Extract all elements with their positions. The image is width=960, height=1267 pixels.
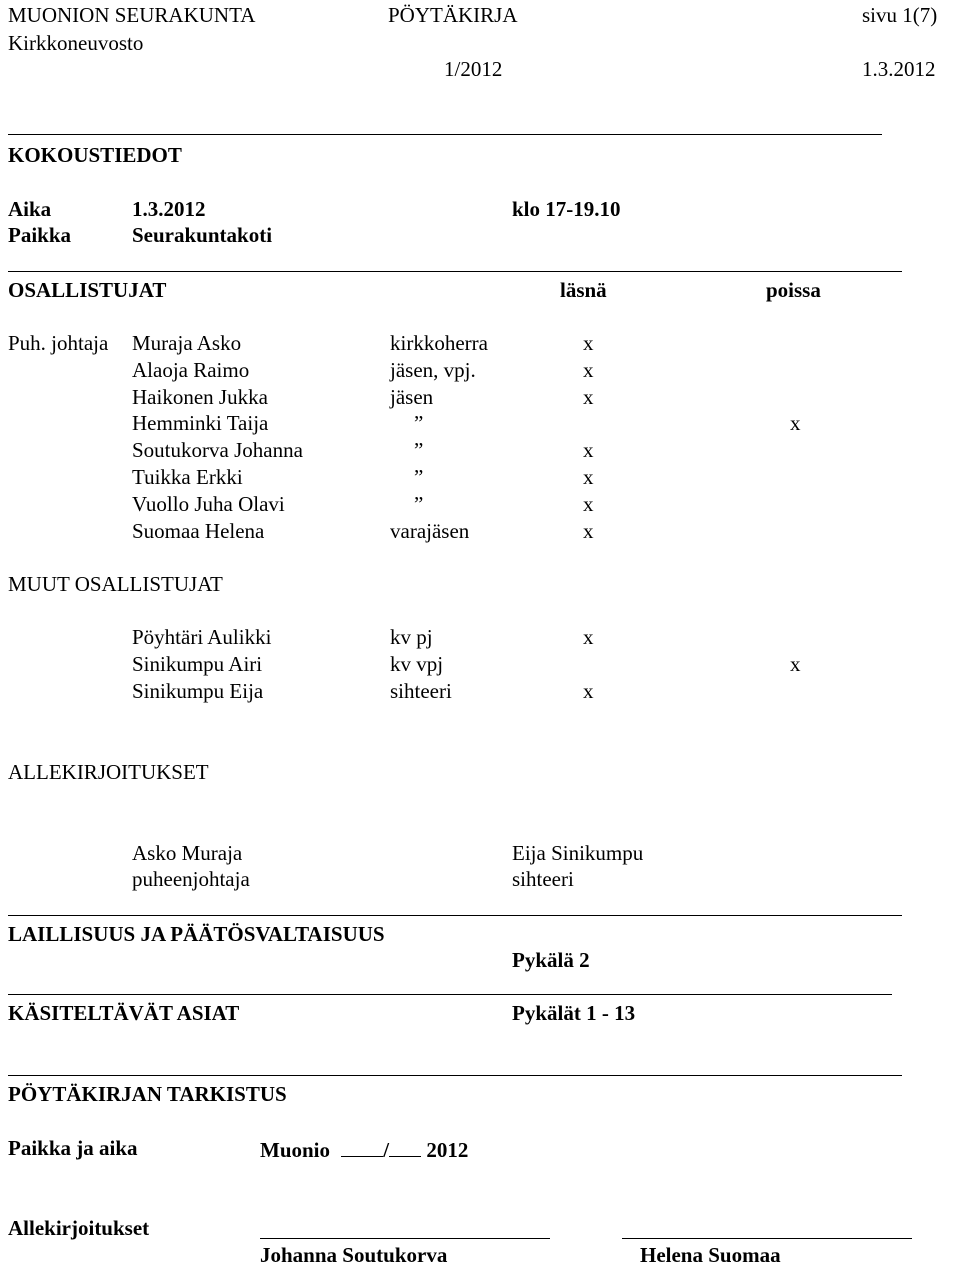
present-mark: x <box>583 491 594 516</box>
participant-role: sihteeri <box>390 679 452 703</box>
place-time-label: Paikka ja aika <box>8 1136 138 1160</box>
secretary-signature-title: sihteeri <box>512 867 574 891</box>
participant-role: ” <box>414 438 424 463</box>
participant-name: Sinikumpu Airi <box>132 652 263 676</box>
chair-signature-title: puheenjohtaja <box>132 867 250 891</box>
date-separator: / <box>383 1138 390 1162</box>
participant-role: jäsen <box>390 384 434 409</box>
minutes-date: 1.3.2012 <box>862 57 936 81</box>
chair-label: Puh. johtaja <box>8 331 109 355</box>
participant-role: ” <box>414 465 424 489</box>
participant-name: Hemminki Taija <box>132 411 269 436</box>
participant-role: kv pj <box>390 625 433 649</box>
divider <box>8 271 902 272</box>
participant-name: Tuikka Erkki <box>132 465 243 489</box>
present-mark: x <box>583 625 594 649</box>
organization-name: MUONION SEURAKUNTA <box>8 3 256 27</box>
legality-section: Pykälä 2 <box>512 948 590 972</box>
signatures-label: Allekirjoitukset <box>8 1216 150 1240</box>
divider <box>8 1075 902 1076</box>
participant-role: ” <box>414 491 424 516</box>
participant-role: ” <box>414 411 424 436</box>
participant-name: Muraja Asko <box>132 331 242 355</box>
divider <box>8 134 882 135</box>
signature-line-1 <box>260 1238 550 1239</box>
review-place-date <box>260 1136 468 1162</box>
participant-name: Vuollo Juha Olavi <box>132 491 285 516</box>
absent-column-header: poissa <box>766 278 821 302</box>
review-heading: PÖYTÄKIRJAN TARKISTUS <box>8 1082 287 1106</box>
page-number: sivu 1(7) <box>862 3 938 27</box>
meeting-time: klo 17-19.10 <box>512 197 621 221</box>
present-mark: x <box>583 518 594 543</box>
review-year: 2012 <box>426 1138 469 1162</box>
participant-role: kirkkoherra <box>390 331 488 355</box>
participant-name: Suomaa Helena <box>132 518 265 543</box>
meeting-heading: KOKOUSTIEDOT <box>8 143 182 167</box>
present-mark: x <box>583 384 594 409</box>
signature-line-2 <box>622 1238 912 1239</box>
present-mark: x <box>583 331 594 355</box>
present-column-header: läsnä <box>560 278 607 302</box>
meeting-date: 1.3.2012 <box>132 197 206 221</box>
agenda-sections: Pykälät 1 - 13 <box>512 1001 636 1025</box>
place-label: Paikka <box>8 223 72 247</box>
meeting-place: Seurakuntakoti <box>132 223 273 247</box>
absent-mark: x <box>790 411 801 436</box>
minutes-number: 1/2012 <box>444 57 503 81</box>
participant-name: Soutukorva Johanna <box>132 438 303 463</box>
day-blank <box>341 1136 383 1157</box>
secretary-signature-name: Eija Sinikumpu <box>512 841 644 865</box>
participant-name: Sinikumpu Eija <box>132 679 264 703</box>
present-mark: x <box>583 679 594 703</box>
signatures-heading: ALLEKIRJOITUKSET <box>8 760 209 784</box>
legality-heading: LAILLISUUS JA PÄÄTÖSVALTAISUUS <box>8 922 385 946</box>
reviewer-1-name: Johanna Soutukorva <box>260 1243 448 1267</box>
document-type: PÖYTÄKIRJA <box>388 3 518 27</box>
present-mark: x <box>583 357 594 382</box>
agenda-heading: KÄSITELTÄVÄT ASIAT <box>8 1001 240 1025</box>
other-participants-heading: MUUT OSALLISTUJAT <box>8 572 223 596</box>
review-place: Muonio <box>260 1138 331 1162</box>
participant-role: kv vpj <box>390 652 444 676</box>
participant-role: jäsen, vpj. <box>390 357 476 382</box>
divider <box>8 915 902 916</box>
divider <box>8 994 892 995</box>
absent-mark: x <box>790 652 801 676</box>
participant-name: Pöyhtäri Aulikki <box>132 625 272 649</box>
present-mark: x <box>583 465 594 489</box>
participant-name: Alaoja Raimo <box>132 357 250 382</box>
participant-role: varajäsen <box>390 518 470 543</box>
governing-body: Kirkkoneuvosto <box>8 31 144 55</box>
chair-signature-name: Asko Muraja <box>132 841 243 865</box>
present-mark: x <box>583 438 594 463</box>
time-label: Aika <box>8 197 52 221</box>
month-blank <box>389 1136 421 1157</box>
reviewer-2-name: Helena Suomaa <box>640 1243 781 1267</box>
participant-name: Haikonen Jukka <box>132 384 268 409</box>
participants-heading: OSALLISTUJAT <box>8 278 167 302</box>
